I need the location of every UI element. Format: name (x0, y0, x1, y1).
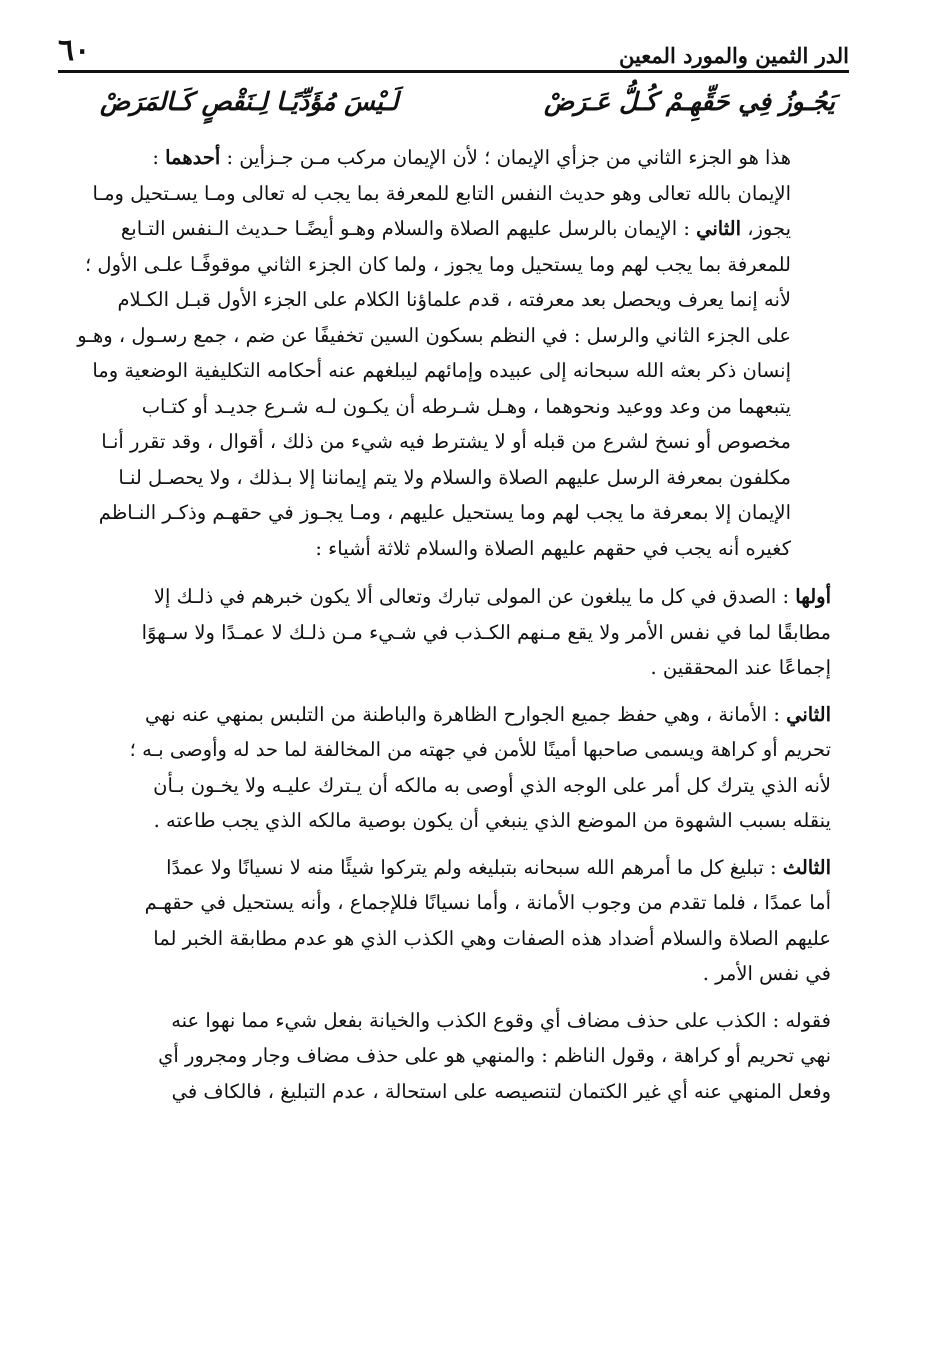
text-segment: وفعل المنهي عنه أي غير الكتمان لتنصيصه على استحالة ، عدم التبليغ ، فالكاف في (171, 1079, 831, 1103)
verse-hemistich-right: يَجُـوزُ فِي حَقِّهِـمْ كُـلُّ عَـرَضْ (543, 86, 835, 116)
body-text (65, 140, 831, 1326)
text-line (65, 247, 831, 283)
verse-line (100, 80, 835, 122)
text-segment: كغيره أنه يجب في حقهم عليهم الصلاة والسلام ثلاثة أشياء : (315, 536, 791, 560)
text-segment: : تبليغ كل ما أمرهم الله سبحانه بتبليغه ولم يتركوا شيئًا منه لا نسيانًا ولا عمدًا (166, 855, 783, 879)
lead-word: الثاني (786, 702, 831, 726)
verse-hemistich-left: لَـيْسَ مُؤَدِّيًـا لِـنَقْصٍ كَـالمَرَضْ (100, 86, 399, 116)
text-segment: للمعرفة بما يجب لهم وما يستحيل وما يجوز ، ولما كان الجزء الثاني موقوفًـا علـى الأول ؛ (85, 252, 791, 276)
text-line (65, 803, 831, 839)
text-segment: عليهم الصلاة والسلام أضداد هذه الصفات وهي الكذب الذي هو عدم مطابقة الخبر لما (153, 926, 831, 950)
text-segment: إنسان ذكر بعثه الله سبحانه إلى عبيده وإمائهم ليبلغهم عنه أحكامه التكليفية الوضعية وما (92, 359, 791, 382)
text-line (65, 318, 831, 354)
text-line (65, 353, 831, 389)
text-segment: فقوله : الكذب على حذف مضاف أي وقوع الكذب والخيانة بفعل شيء مما نهوا عنه (171, 1008, 831, 1032)
text-segment: مطابقًا لما في نفس الأمر ولا يقع مـنهم الكـذب في شـيء مـن ذلـك لا عمـدًا ولا سـهوًا (141, 620, 831, 644)
lead-word: الثاني (696, 217, 741, 240)
text-segment: أما عمدًا ، فلما تقدم من وجوب الأمانة ، وأما نسيانًا فللإجماع ، وأنه يستحيل في حقهـم (144, 891, 831, 914)
text-line (65, 956, 831, 992)
text-line (65, 176, 831, 212)
running-title: الدر الثمين والمورد المعين (618, 43, 849, 68)
lead-word: أولها (795, 585, 831, 608)
text-segment: : الأمانة ، وهي حفظ جميع الجوارح الظاهرة والباطنة من التلبس بمنهي عنه نهي (145, 702, 787, 726)
text-line (65, 697, 831, 733)
text-segment: في نفس الأمر . (702, 962, 831, 985)
text-segment: مخصوص أو نسخ لشرع من قبله أو لا يشترط فيه شيء من ذلك ، أقوال ، وقد تقرر أنـا (101, 430, 791, 453)
text-segment: الإيمان بالله تعالى وهو حديث النفس التابع للمعرفة بما يجب له تعالى ومـا يسـتحيل ومـا (92, 181, 791, 205)
text-line (65, 389, 831, 425)
text-line (65, 650, 831, 686)
text-line (65, 140, 831, 176)
text-segment: يتبعهما من وعد ووعيد ونحوهما ، وهـل شـرطه أن يكـون لـه شـرع جديـد أو كتـاب (141, 394, 791, 418)
paragraph (65, 140, 831, 566)
text-segment: لأنه الذي يترك كل أمر على الوجه الذي أوصى به مالكه أن يـترك عليـه ولا يخـون بـأن (153, 773, 831, 797)
text-line (65, 768, 831, 804)
lead-word: الثالث (782, 855, 831, 879)
text-segment: نهي تحريم أو كراهة ، وقول الناظم : والمنهي هو على حذف مضاف وجار ومجرور أي (158, 1044, 831, 1067)
text-segment: : (152, 146, 166, 169)
text-line (65, 1038, 831, 1074)
lead-word: أحدهما (165, 146, 221, 169)
page-header (58, 30, 849, 66)
text-segment: : الصدق في كل ما يبلغون عن المولى تبارك وتعالى ألا يكون خبرهم في ذلـك إلا (153, 585, 796, 608)
text-line (65, 732, 831, 768)
header-rule (58, 70, 849, 73)
text-segment: هذا هو الجزء الثاني من جزأي الإيمان ؛ لأن الإيمان مركب مـن جـزأين : (220, 146, 791, 169)
text-line (65, 921, 831, 957)
text-line (65, 885, 831, 921)
text-segment: : الإيمان بالرسل عليهم الصلاة والسلام وهـو أيضًـا حـديث الـنفس التـابع (120, 217, 697, 240)
text-segment: إجماعًا عند المحققين . (650, 656, 831, 679)
text-segment: على الجزء الثاني والرسل : في النظم بسكون السين تخفيفًا عن ضم ، جمع رسـول ، وهـو (77, 323, 791, 347)
text-line (65, 424, 831, 460)
text-segment: مكلفون بمعرفة الرسل عليهم الصلاة والسلام ولا يتم إيماننا إلا بـذلك ، ولا يحصـل لنـا (118, 465, 791, 489)
text-line (65, 495, 831, 531)
text-line (65, 460, 831, 496)
paragraph (65, 579, 831, 686)
text-segment: لأنه إنما يعرف ويحصل بعد معرفته ، قدم علماؤنا الكلام على الجزء الأول قبـل الكـلام (117, 288, 791, 311)
text-line (65, 850, 831, 886)
text-segment: الإيمان إلا بمعرفة ما يجب لهم وما يستحيل عليهم ، ومـا يجـوز في حقهـم وذكـر النـاظم (98, 501, 791, 524)
text-line (65, 579, 831, 615)
text-line (65, 211, 831, 247)
paragraph (65, 697, 831, 839)
text-segment: يجوز، (741, 217, 791, 240)
text-line (65, 531, 831, 567)
text-segment: ينقله بسبب الشهوة من الموضع الذي ينبغي أن يكون بوصية مالكه الذي يجب طاعته . (153, 809, 831, 832)
page-number: ٦٠ (58, 33, 91, 68)
text-segment: تحريم أو كراهة ويسمى صاحبها أمينًا للأمن في جهته من المخالفة لما حد له وأوصى بـه ؛ (129, 738, 831, 761)
text-line (65, 615, 831, 651)
text-line (65, 282, 831, 318)
paragraph (65, 1003, 831, 1110)
paragraph (65, 850, 831, 992)
text-line (65, 1074, 831, 1110)
text-line (65, 1003, 831, 1039)
